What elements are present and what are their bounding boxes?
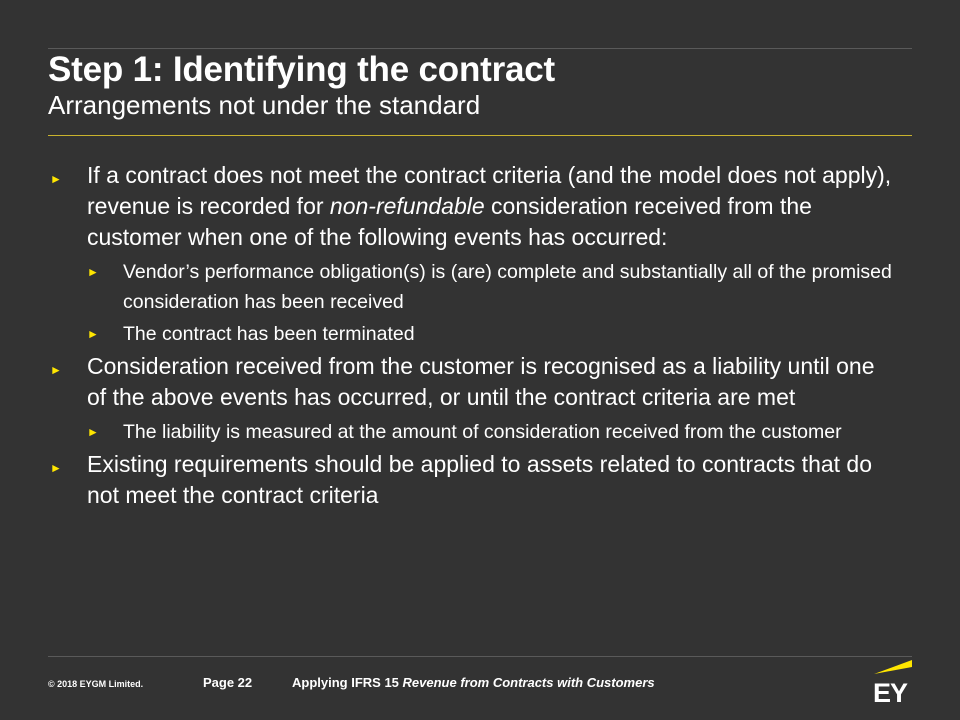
bullet-text: Existing requirements should be applied to assets related to contracts that do not meet the contract criteria <box>87 451 873 508</box>
title-divider <box>48 135 912 136</box>
bullet-arrow-icon: ► <box>50 363 62 377</box>
bullet-arrow-icon: ► <box>50 172 62 186</box>
bullet-item <box>48 351 912 413</box>
bullet-arrow-icon: ► <box>87 265 99 279</box>
bullet-arrow-icon: ► <box>87 425 99 439</box>
slide-title: Step 1: Identifying the contract <box>48 50 555 89</box>
top-divider <box>48 48 912 49</box>
page-number: Page 22 <box>203 675 253 690</box>
ey-logo-beam <box>874 660 912 674</box>
sub-bullet-item <box>84 417 912 447</box>
bullet-text: If a contract does not meet the contract criteria (and the model does not apply), revenue is recorded for non-refundable consideration received from the customer when one of the following events has occurred: <box>87 162 892 250</box>
sub-bullet-text: The liability is measured at the amount of consideration received from the customer <box>123 421 842 443</box>
slide-subtitle: Arrangements not under the standard <box>48 90 481 120</box>
bullet-arrow-icon: ► <box>50 461 62 475</box>
bullet-item <box>48 160 912 253</box>
footer-divider <box>48 656 912 657</box>
bullet-item <box>48 449 912 511</box>
bullet-text: Consideration received from the customer is recognised as a liability until one of the above events has occurred, or until the contract criteria are met <box>87 353 875 410</box>
copyright-notice: © 2018 EYGM Limited. <box>48 679 144 689</box>
document-title: Applying IFRS 15 Revenue from Contracts with Customers <box>292 675 655 690</box>
sub-bullet-text: Vendor’s performance obligation(s) is (are) complete and substantially all of the promised consideration has been received <box>123 261 892 313</box>
bullet-list <box>48 160 912 515</box>
ey-logo <box>872 660 914 704</box>
sub-bullet-text: The contract has been terminated <box>123 323 415 345</box>
sub-bullet-item <box>84 319 912 349</box>
sub-bullet-item <box>84 257 912 317</box>
ey-logo-text: EY <box>873 678 908 704</box>
bullet-arrow-icon: ► <box>87 327 99 341</box>
